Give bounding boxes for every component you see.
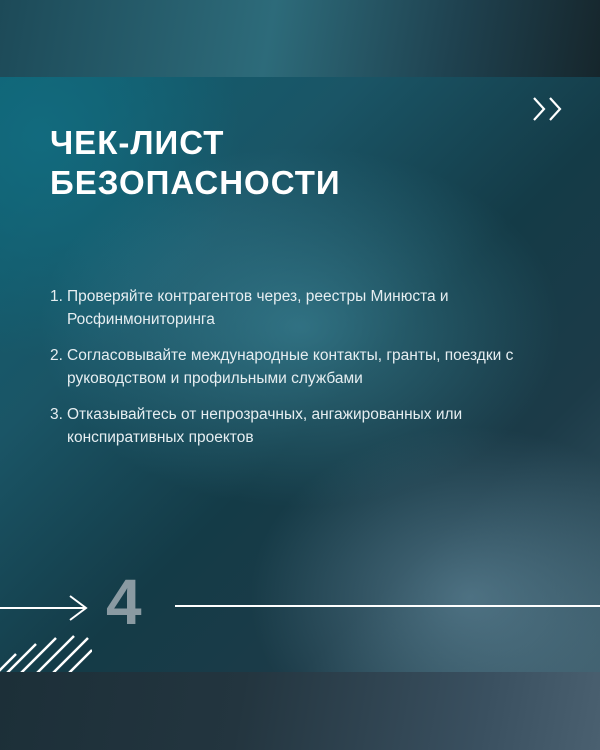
item-text: Согласовывайте международные контакты, гранты, поездки с руководством и профильными службами — [67, 347, 514, 387]
checklist-item — [50, 285, 537, 331]
item-text: Проверяйте контрагентов через, реестры Минюста и Росфинмониторинга — [67, 288, 449, 328]
bottom-band — [0, 672, 600, 750]
item-text: Отказывайтесь от непрозрачных, ангажированных или конспиративных проектов — [67, 406, 463, 446]
title-line-1: ЧЕК-ЛИСТ — [50, 124, 225, 161]
horizontal-divider — [175, 605, 600, 607]
item-number: 1. — [50, 288, 63, 305]
title-line-2: БЕЗОПАСНОСТИ — [50, 164, 341, 201]
top-band — [0, 0, 600, 77]
checklist-item — [50, 344, 537, 390]
item-number: 2. — [50, 347, 63, 364]
checklist — [50, 285, 537, 462]
double-chevron-right-icon — [530, 95, 566, 123]
item-number: 3. — [50, 406, 63, 423]
diagonal-hatch-decoration — [0, 628, 92, 672]
slide-card — [0, 77, 600, 672]
page-number: 4 — [106, 566, 142, 638]
slide-title — [50, 123, 341, 203]
arrow-right-icon — [0, 593, 92, 623]
checklist-item — [50, 403, 537, 449]
